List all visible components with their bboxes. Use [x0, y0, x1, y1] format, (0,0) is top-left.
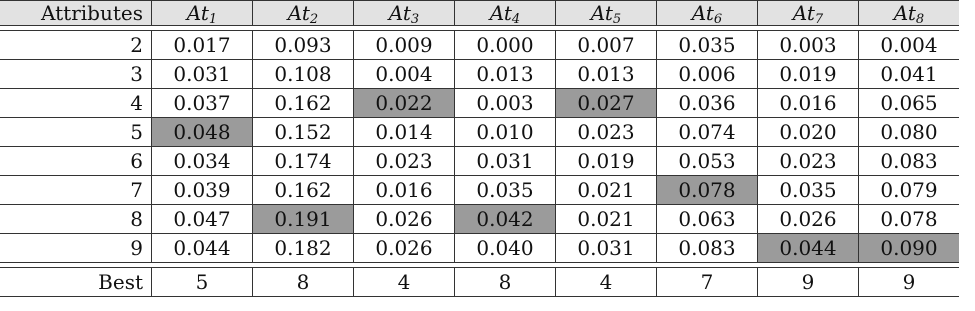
value-cell: 0.078	[859, 205, 960, 234]
value-cell: 0.037	[152, 89, 253, 118]
value-cell: 0.035	[455, 176, 556, 205]
value-cell: 0.023	[556, 118, 657, 147]
table-row	[0, 60, 959, 89]
table-row	[0, 205, 959, 234]
value-cell: 0.079	[859, 176, 960, 205]
column-header-base: At	[590, 1, 613, 25]
table-row	[0, 31, 959, 60]
value-cell: 0.031	[556, 234, 657, 263]
best-value-cell: 7	[657, 268, 758, 297]
column-header-base: At	[186, 1, 209, 25]
value-cell: 0.108	[253, 60, 354, 89]
row-label: 7	[0, 176, 152, 205]
column-header-sub: 1	[208, 12, 218, 27]
value-cell: 0.162	[253, 89, 354, 118]
value-cell: 0.036	[657, 89, 758, 118]
value-cell: 0.035	[758, 176, 859, 205]
value-cell: 0.013	[455, 60, 556, 89]
value-cell: 0.063	[657, 205, 758, 234]
value-cell: 0.019	[758, 60, 859, 89]
column-header-base: At	[388, 1, 411, 25]
highlighted-value-cell: 0.191	[253, 205, 354, 234]
best-value-cell: 4	[354, 268, 455, 297]
column-header	[354, 1, 455, 26]
best-value-cell: 5	[152, 268, 253, 297]
highlighted-value-cell: 0.048	[152, 118, 253, 147]
column-header-sub: 3	[410, 12, 420, 27]
value-cell: 0.014	[354, 118, 455, 147]
value-cell: 0.019	[556, 147, 657, 176]
column-header-sub: 7	[814, 12, 824, 27]
value-cell: 0.065	[859, 89, 960, 118]
table-row	[0, 89, 959, 118]
column-header	[859, 1, 960, 26]
value-cell: 0.026	[354, 205, 455, 234]
row-label: 3	[0, 60, 152, 89]
value-cell: 0.047	[152, 205, 253, 234]
value-cell: 0.035	[657, 31, 758, 60]
best-value-cell: 9	[859, 268, 960, 297]
value-cell: 0.034	[152, 147, 253, 176]
column-header	[253, 1, 354, 26]
value-cell: 0.004	[859, 31, 960, 60]
value-cell: 0.031	[152, 60, 253, 89]
highlighted-value-cell: 0.022	[354, 89, 455, 118]
value-cell: 0.013	[556, 60, 657, 89]
value-cell: 0.016	[758, 89, 859, 118]
highlighted-value-cell: 0.044	[758, 234, 859, 263]
header-attributes-label: Attributes	[0, 1, 152, 26]
highlighted-value-cell: 0.027	[556, 89, 657, 118]
value-cell: 0.026	[758, 205, 859, 234]
column-header	[556, 1, 657, 26]
column-header-sub: 4	[511, 12, 521, 27]
column-header-base: At	[893, 1, 916, 25]
value-cell: 0.023	[354, 147, 455, 176]
value-cell: 0.017	[152, 31, 253, 60]
value-cell: 0.016	[354, 176, 455, 205]
value-cell: 0.174	[253, 147, 354, 176]
highlighted-value-cell: 0.042	[455, 205, 556, 234]
row-label: 2	[0, 31, 152, 60]
value-cell: 0.182	[253, 234, 354, 263]
best-value-cell: 4	[556, 268, 657, 297]
table-header-row	[0, 1, 959, 26]
column-header	[657, 1, 758, 26]
column-header-sub: 2	[309, 12, 319, 27]
best-value-cell: 8	[253, 268, 354, 297]
column-header	[455, 1, 556, 26]
highlighted-value-cell: 0.090	[859, 234, 960, 263]
column-header	[152, 1, 253, 26]
column-header-base: At	[489, 1, 512, 25]
value-cell: 0.021	[556, 176, 657, 205]
value-cell: 0.093	[253, 31, 354, 60]
value-cell: 0.053	[657, 147, 758, 176]
best-value-cell: 8	[455, 268, 556, 297]
value-cell: 0.031	[455, 147, 556, 176]
value-cell: 0.026	[354, 234, 455, 263]
best-value-cell: 9	[758, 268, 859, 297]
column-header-sub: 5	[612, 12, 622, 27]
value-cell: 0.074	[657, 118, 758, 147]
table-row	[0, 234, 959, 263]
table-row	[0, 176, 959, 205]
best-row	[0, 268, 959, 297]
value-cell: 0.083	[859, 147, 960, 176]
value-cell: 0.023	[758, 147, 859, 176]
best-row-label: Best	[0, 268, 152, 297]
row-label: 6	[0, 147, 152, 176]
value-cell: 0.010	[455, 118, 556, 147]
row-label: 5	[0, 118, 152, 147]
row-label: 8	[0, 205, 152, 234]
column-header-base: At	[691, 1, 714, 25]
value-cell: 0.009	[354, 31, 455, 60]
table-row	[0, 147, 959, 176]
value-cell: 0.152	[253, 118, 354, 147]
value-cell: 0.162	[253, 176, 354, 205]
value-cell: 0.007	[556, 31, 657, 60]
column-header-base: At	[792, 1, 815, 25]
value-cell: 0.020	[758, 118, 859, 147]
highlighted-value-cell: 0.078	[657, 176, 758, 205]
column-header	[758, 1, 859, 26]
table-row	[0, 118, 959, 147]
value-cell: 0.006	[657, 60, 758, 89]
value-cell: 0.003	[455, 89, 556, 118]
value-cell: 0.000	[455, 31, 556, 60]
row-label: 4	[0, 89, 152, 118]
value-cell: 0.044	[152, 234, 253, 263]
column-header-base: At	[287, 1, 310, 25]
value-cell: 0.004	[354, 60, 455, 89]
row-label: 9	[0, 234, 152, 263]
column-header-sub: 8	[915, 12, 925, 27]
value-cell: 0.041	[859, 60, 960, 89]
value-cell: 0.080	[859, 118, 960, 147]
value-cell: 0.021	[556, 205, 657, 234]
value-cell: 0.083	[657, 234, 758, 263]
value-cell: 0.039	[152, 176, 253, 205]
table-body	[0, 26, 959, 297]
column-header-sub: 6	[713, 12, 723, 27]
value-cell: 0.003	[758, 31, 859, 60]
value-cell: 0.040	[455, 234, 556, 263]
